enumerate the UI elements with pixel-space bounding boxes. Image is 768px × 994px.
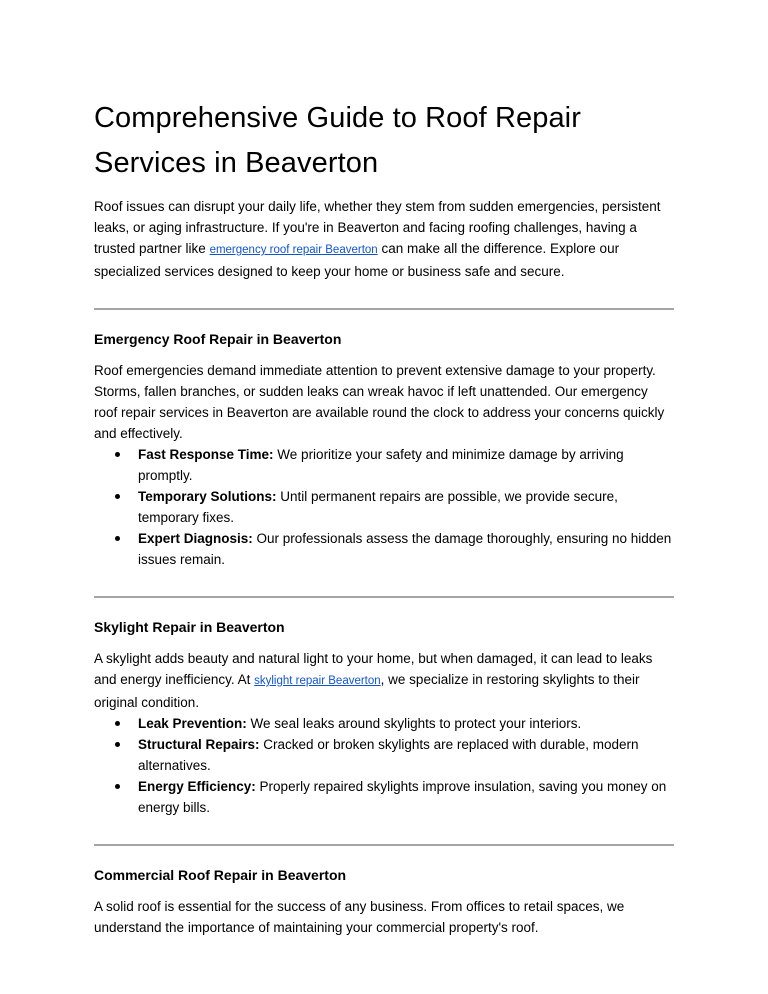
page-title: Comprehensive Guide to Roof Repair Services in Beaverton [94,102,581,179]
bullet-label: Structural Repairs: [138,737,260,752]
section-heading-emergency: Emergency Roof Repair in Beaverton [94,331,342,347]
commercial-section-paragraph: A solid roof is essential for the success of any business. From offices to retail spaces, we understand the importance of maintaining your commercial property's roof. [94,899,625,935]
section-divider [94,596,674,598]
intro-paragraph [94,196,674,282]
emergency-roof-repair-link[interactable]: emergency roof repair Beaverton [209,244,378,256]
list-item [138,734,674,776]
bullet-text: Our professionals assess the damage thoroughly, ensuring no hidden issues remain. [138,531,672,567]
bullet-text: We seal leaks around skylights to protect your interiors. [246,716,582,731]
section-heading-skylight: Skylight Repair in Beaverton [94,619,285,635]
bullet-text: Cracked or broken skylights are replaced with durable, modern alternatives. [138,737,639,773]
list-item [138,486,674,528]
skylight-repair-link[interactable]: skylight repair Beaverton [254,675,381,687]
section-divider [94,844,674,846]
emergency-section-paragraph: Roof emergencies demand immediate attention to prevent extensive damage to your property. Storms, fallen branches, or sudden leaks can wreak havoc if left unattended. Our emergency roof repair services in Beaverton are available round the clock to address your concerns quickly and effectively. [94,363,665,441]
intro-text-after-link: can make all the difference. Explore our specialized services designed to keep your home or business safe and secure. [94,241,620,279]
skylight-feature-list [94,713,674,818]
intro-text-before-link: Roof issues can disrupt your daily life, whether they stem from sudden emergencies, persistent leaks, or aging infrastructure. If you're in Beaverton and facing roofing challenges, having a trusted partner like [94,199,661,256]
skylight-text-after-link: , we specialize in restoring skylights to their original condition. [94,672,640,710]
list-item [138,776,674,818]
bullet-label: Expert Diagnosis: [138,531,253,546]
bullet-text: Until permanent repairs are possible, we provide secure, temporary fixes. [138,489,618,525]
list-item [138,444,674,486]
bullet-text: Properly repaired skylights improve insulation, saving you money on energy bills. [138,779,667,815]
bullet-label: Fast Response Time: [138,447,274,462]
bullet-label: Energy Efficiency: [138,779,256,794]
bullet-label: Leak Prevention: [138,716,247,731]
section-heading-commercial: Commercial Roof Repair in Beaverton [94,867,347,883]
list-item [138,528,674,570]
bullet-text: We prioritize your safety and minimize damage by arriving promptly. [138,447,624,483]
section-divider [94,308,674,310]
skylight-text-before-link: A skylight adds beauty and natural light to your home, but when damaged, it can lead to leaks and energy inefficiency. At [94,651,653,687]
list-item [138,713,674,734]
bullet-label: Temporary Solutions: [138,489,277,504]
emergency-feature-list [94,444,674,570]
skylight-section-paragraph [94,648,674,713]
